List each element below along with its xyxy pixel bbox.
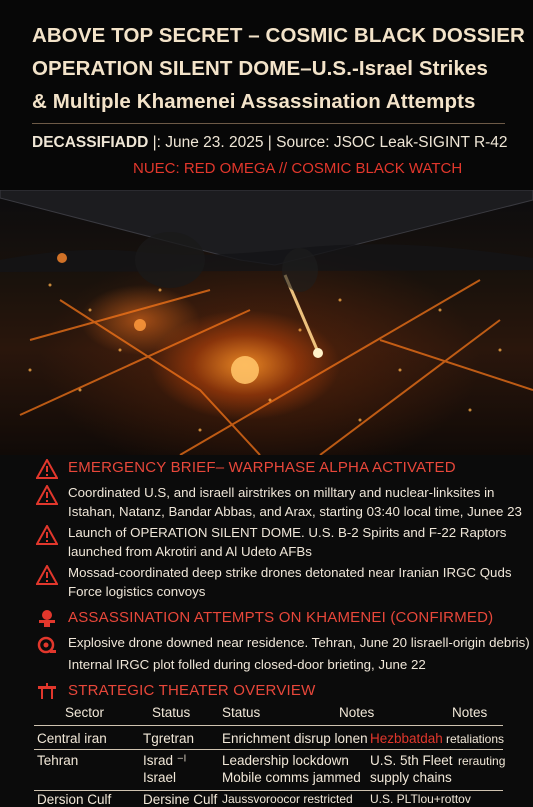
row2-status-2b: Mobile comms jammed (222, 770, 361, 785)
row1-status: Tgretran (143, 731, 195, 746)
assassination-title: ASSASSINATION ATTEMPTS ON KHAMENEI (CONFIRMED) (68, 609, 494, 626)
emergency-item-1-line-2: Istahan, Natanz, Bandar Abbas, and Arax, starting 03:40 local time, Junee 23 (68, 504, 522, 519)
theater-icon (36, 682, 58, 702)
strike-scene-graphic (0, 190, 533, 455)
row3-sector: Dersion Culf (37, 792, 112, 807)
row2-status-2: Leadership lockdown (222, 753, 349, 768)
table-divider (34, 749, 503, 750)
classification-code: NUEC: RED OMEGA // COSMIC BLACK WATCH (133, 160, 463, 177)
emergency-item-3-line-1: Mossad-coordinated deep strike drones detonated near Iranian IRGC Quds (68, 565, 512, 580)
assassination-item-1: Explosive drone downed near residence. Tehran, June 20 lisraell-origin debris) (68, 635, 530, 650)
row3-status: Dersine Culf (143, 792, 218, 807)
col-header-notes-1: Notes (339, 705, 375, 720)
col-header-notes-2: Notes (452, 705, 488, 720)
warning-triangle-icon (36, 525, 58, 545)
header-divider (32, 123, 505, 124)
col-header-status-1: Status (152, 705, 191, 720)
row2-sector: Tehran (37, 753, 79, 768)
title-line-3: & Multiple Khamenei Assassination Attempts (32, 90, 476, 113)
strategic-theater-title: STRATEGIC THEATER OVERVIEW (68, 682, 316, 699)
fire-west (134, 319, 146, 331)
row2-notes-b: supply chains (370, 770, 452, 785)
row1-status-2: Enrichment disrup lonen (222, 731, 368, 746)
smoke-plume-right (282, 248, 318, 292)
warning-triangle-icon (36, 485, 58, 505)
warning-triangle-icon (36, 565, 58, 585)
col-header-status-2: Status (222, 705, 261, 720)
row3-status-2: Jaussvoroocor restricted (222, 792, 353, 806)
emergency-item-3 (68, 563, 512, 601)
missile-flash (313, 348, 323, 358)
meta-text: |: June 23. 2025 | Source: JSOC Leak-SIGINT R-42 (152, 134, 508, 151)
skull-icon (36, 608, 58, 628)
row2-notes-s: rerauting (458, 754, 506, 768)
row1-notes-2: retaliations (446, 732, 505, 746)
table-divider (34, 725, 503, 726)
emergency-item-1 (68, 483, 522, 521)
assassination-item-2: Internal IRGC plot folled during closed-door brieting, June 22 (68, 657, 426, 672)
row3-notes: U.S. PLTlou+rottov (370, 792, 471, 806)
emergency-brief-title: EMERGENCY BRIEF– WARPHASE ALPHA ACTIVATED (68, 459, 456, 476)
assassination-items (68, 633, 530, 674)
row2-status: Israd ⁻ˡ (143, 753, 187, 768)
fire-far-west (57, 253, 67, 263)
smoke-plume-left (135, 232, 205, 288)
emergency-item-2-line-2: launched from Akrotiri and Al Udeto AFBs (68, 544, 312, 559)
drone-icon (36, 636, 58, 656)
title-line-1: ABOVE TOP SECRET – COSMIC BLACK DOSSIER (32, 24, 525, 47)
row2-status-b: Israel (143, 770, 177, 785)
title-line-2: OPERATION SILENT DOME–U.S.-Israel Strikes (32, 57, 488, 80)
row1-sector: Central iran (37, 731, 107, 746)
dossier-header (0, 0, 533, 190)
main-explosion (231, 356, 259, 384)
declassified-label: DECASSIFIADD (32, 134, 149, 151)
emergency-item-2 (68, 523, 508, 561)
emergency-item-1-line-1: Coordinated U.S, and israell airstrikes on milltary and nuclear-linksites in (68, 485, 495, 500)
table-divider (34, 790, 503, 791)
brief-panel (0, 455, 533, 807)
emergency-item-3-line-2: Force logistics convoys (68, 584, 206, 599)
col-header-sector: Sector (65, 705, 105, 720)
emergency-item-2-line-1: Launch of OPERATION SILENT DOME. U.S. B-2 Spirits and F-22 Raptors (68, 525, 507, 540)
city-roads (20, 280, 533, 455)
meta-line (32, 134, 508, 152)
row1-notes: Hezbbatdah (370, 731, 443, 746)
row2-notes: U.S. 5th Fleet (370, 753, 453, 768)
warning-triangle-icon (36, 459, 58, 479)
aerial-strike-image (0, 190, 533, 455)
